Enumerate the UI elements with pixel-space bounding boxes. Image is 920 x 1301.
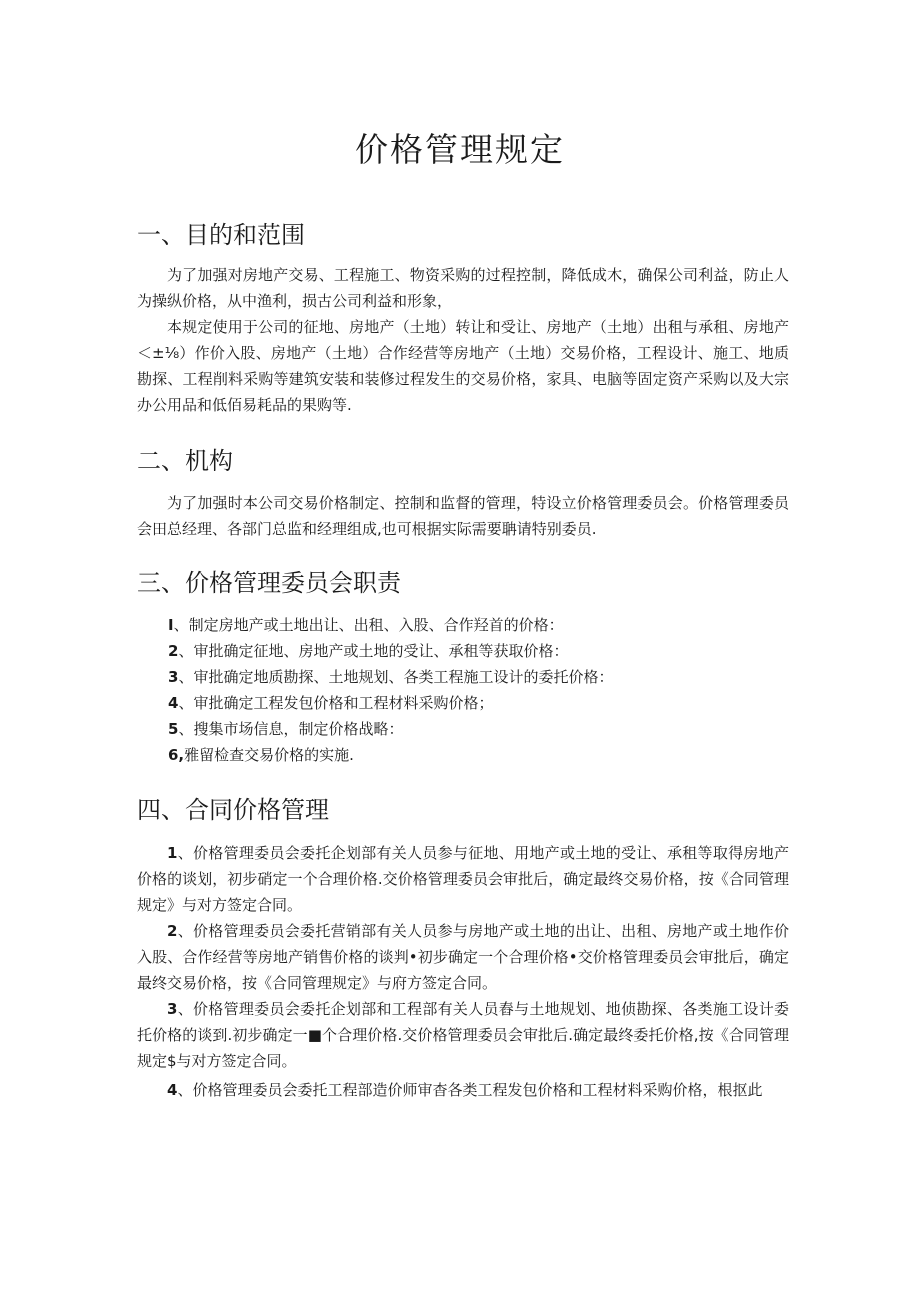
list-item-text: 、审批确定工程发包价格和工程材料采购价格；	[178, 694, 494, 712]
list-item-number: I	[168, 616, 174, 634]
list-item	[168, 690, 493, 716]
paragraph-text: 、价格管理委员会委托企划部和工程部有关人员舂与土地规划、地侦勘探、各类施工设计委托价格的谈到.初步确定一■个合理价格.交价格管理委员会审批后.确定最终委托价格,按《合同管理规定$与对方签定合同。	[137, 1000, 789, 1070]
list-item-text: 、制定房地产或土地出让、出租、入股、合作羟首的价格：	[173, 616, 564, 634]
list-item-text: 、搜集市场信息，制定价格战略：	[178, 720, 404, 738]
list-item	[168, 716, 403, 742]
list-item-number: 3	[168, 668, 179, 686]
list-item	[168, 612, 564, 638]
list-item	[168, 742, 354, 768]
section-heading-contract-pricing: 四、合同价格管理	[137, 796, 329, 824]
list-item-text: 、审批确定征地、房地产或土地的受让、承租等获取价格：	[178, 642, 569, 660]
paragraph-number: 2	[167, 922, 178, 940]
paragraph	[137, 1077, 789, 1103]
section-heading-organization: 二、机构	[137, 447, 233, 475]
paragraph	[137, 840, 789, 918]
paragraph	[137, 996, 789, 1074]
list-item-text: 、审批确定地质勘探、土地规划、各类工程施工设计的委托价格：	[178, 668, 614, 686]
list-item-number: 2	[168, 642, 179, 660]
paragraph-text: 、价格管理委员会委托营销部有关人员参与房地产或土地的出让、出租、房地产或土地作价入股、合作经营等房地产销售价格的谈判•初步确定一个合理价格•交价格管理委员会审批后，确定最终交易价格，按《合同管理规定》与府方签定合同。	[137, 922, 789, 992]
paragraph-text: 、价格管理委员会委托工程部造价师审杳各类工程发包价格和工程材料采购价格，根抠此	[177, 1081, 763, 1099]
section-heading-purpose: 一、目的和范围	[137, 221, 305, 249]
paragraph-number: 1	[167, 844, 178, 862]
paragraph: 为了加强时本公司交易价格制定、控制和监督的管理，特设立价格管理委员会。价格管理委员会田总经理、各部门总监和经理组成,也可根据实际需要聃请特别委员.	[137, 494, 789, 538]
paragraph: 本规定使用于公司的征地、房地产（土地）转让和受让、房地产（土地）出租与承租、房地产＜±⅛）作价入股、房地产（土地）合作经营等房地产（土地）交易价格，工程设计、施工、地质勘探、工程削料采购等建筑安装和装修过程发生的交易价格，家具、电脑等固定资产采购以及大宗办公用品和低佰易耗品的果购等.	[137, 318, 789, 414]
paragraph-number: 4	[167, 1081, 178, 1099]
list-item-text: 雅留检查交易价格的实施.	[184, 746, 354, 764]
list-item-number: 4	[168, 694, 179, 712]
paragraph-number: 3	[167, 1000, 178, 1018]
list-item-number: 5	[168, 720, 179, 738]
list-item-number: 6,	[168, 746, 185, 764]
list-item	[168, 638, 568, 664]
paragraph: 为了加强对房地产交易、工程施工、物资采购的过程控制，降低成木，确保公司利益，防止人为操纵价格，从中渔利，损古公司利益和形象，	[137, 266, 789, 310]
paragraph	[137, 918, 789, 996]
section-heading-committee-duties: 三、价格管理委员会职责	[137, 569, 401, 597]
paragraph-text: 、价格管理委员会委托企划部有关人员参与征地、用地产或土地的受让、承租等取得房地产价格的谈划，初步硝定一个合理价格.交价格管理委员会审批后，确定最终交易价格，按《合同管理规定》与对方签定合同。	[137, 844, 789, 914]
page-title: 价格管理规定	[355, 130, 565, 169]
list-item	[168, 664, 613, 690]
